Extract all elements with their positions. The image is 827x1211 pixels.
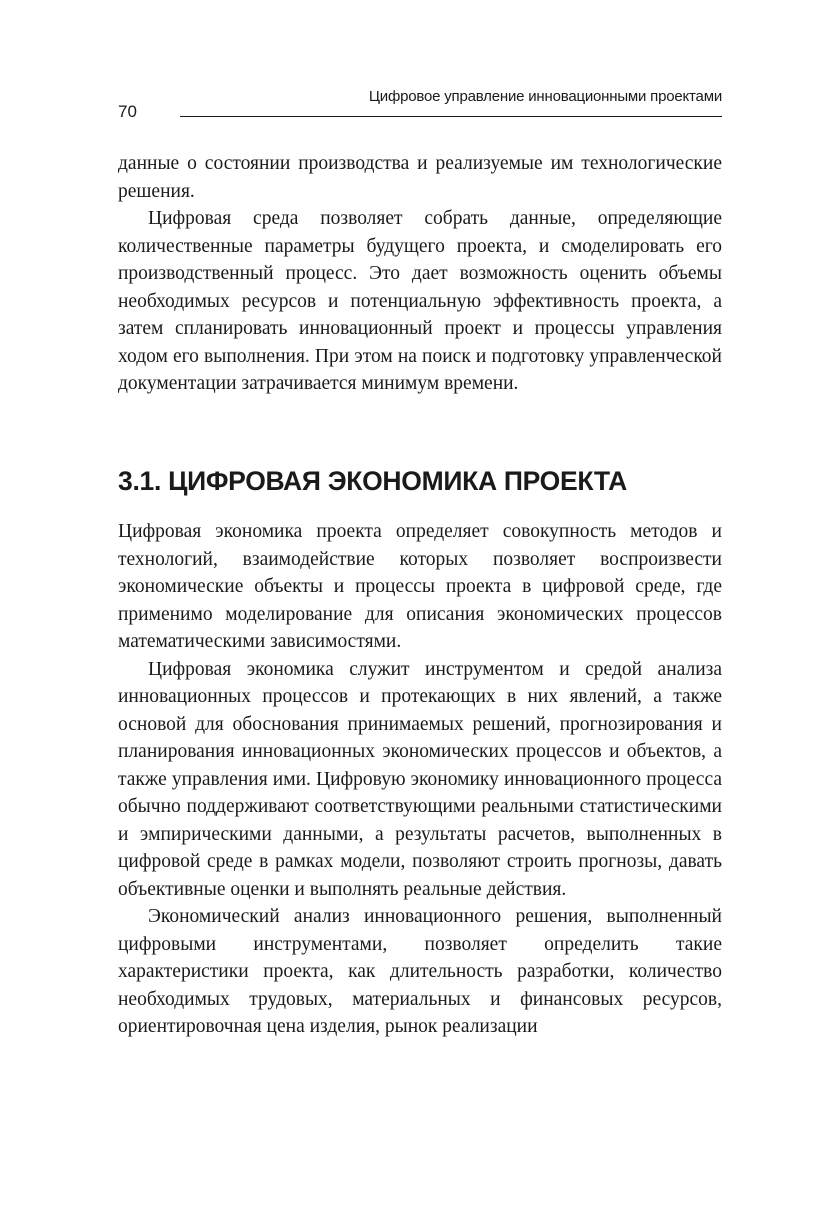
page-number: 70	[118, 102, 137, 121]
paragraph: Цифровая экономика проекта определяет совокупность методов и технологий, взаимодействие которых позволяет воспроизвести экономические объекты и процессы проекта в цифровой среде, где применимо моделирование для описания экономических процессов математическими зависимостями.	[118, 521, 722, 652]
section-heading: 3.1. ЦИФРОВАЯ ЭКОНОМИКА ПРОЕКТА	[118, 466, 627, 496]
section-body	[118, 518, 722, 1041]
paragraph: данные о состоянии производства и реализуемые им технологические решения.	[118, 153, 722, 202]
running-header	[118, 88, 722, 124]
paragraph: Цифровая экономика служит инструментом и средой анализа инновационных процессов и протекающих в них явлений, а также основой для обоснования принимаемых решений, прогнозирования и планирования инновационных экономических процессов и объектов, а также управления ими. Цифровую экономику инновационного процесса обычно поддерживают соответствующими реальными статистическими и эмпирическими данными, а результаты расчетов, выполненных в цифровой среде в рамках модели, позволяют строить прогнозы, давать объективные оценки и выполнять реальные действия.	[118, 658, 722, 900]
running-title: Цифровое управление инновационными проектами	[368, 88, 722, 105]
intro-text	[118, 150, 722, 398]
header-rule	[180, 116, 722, 117]
paragraph: Цифровая среда позволяет собрать данные, определяющие количественные параметры будущего проекта, и смоделировать его производственный процесс. Это дает возможность оценить объемы необходимых ресурсов и потенциальную эффективность проекта, а затем спланировать инновационный проект и процессы управления ходом его выполнения. При этом на поиск и подготовку управленческой документации затрачивается минимум времени.	[118, 208, 722, 394]
paragraph: Экономический анализ инновационного решения, выполненный цифровыми инструментами, позволяет определить такие характеристики проекта, как длительность разработки, количество необходимых трудовых, материальных и финансовых ресурсов, ориентировочная цена изделия, рынок реализации	[118, 906, 722, 1037]
